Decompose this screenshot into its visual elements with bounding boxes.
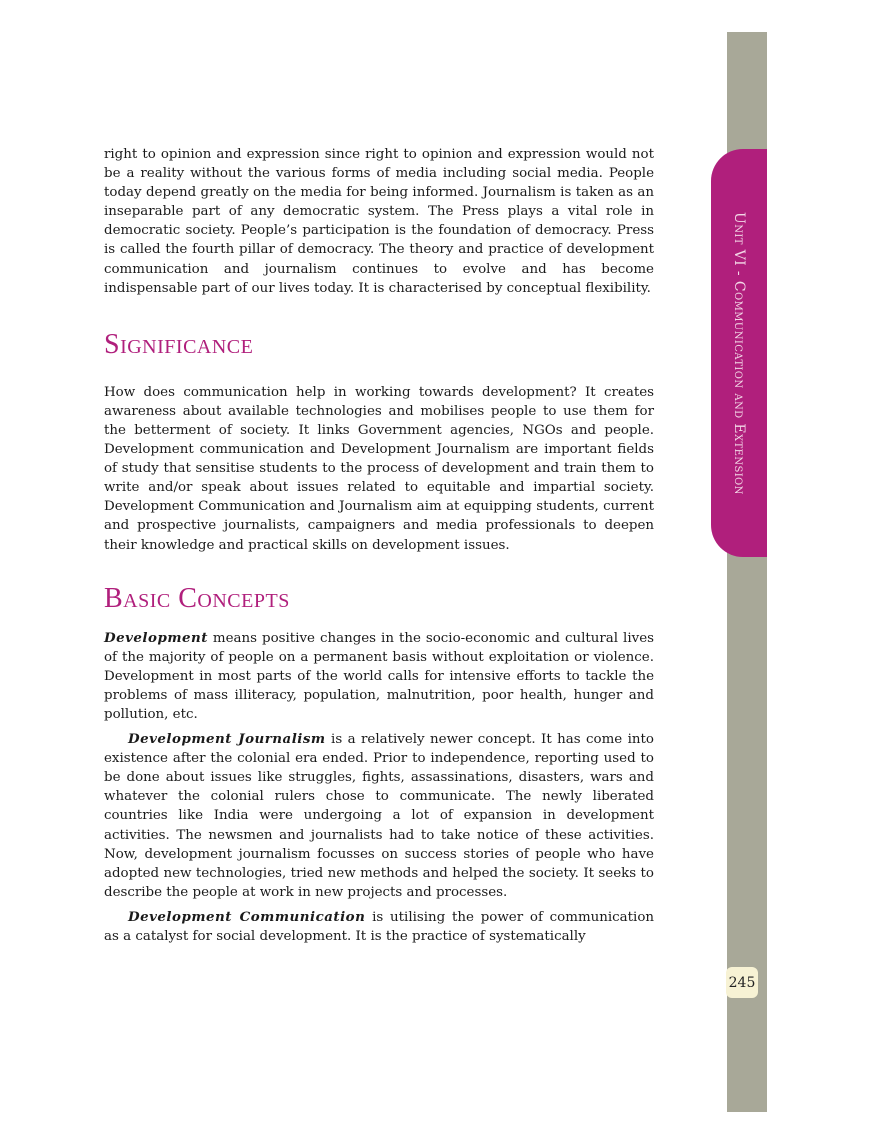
development-journalism-term: Development Journalism — [128, 731, 326, 748]
development-text: means positive changes in the socio-economic and cultural lives of the majority of people on a permanent basis without exploitation or violence. Development in most parts of the world calls for intensive efforts to tackle the problems of mass illiteracy, population, malnutrition, poor health, hunger and pollution, etc. — [104, 630, 654, 722]
significance-paragraph: How does communication help in working towards development? It creates awareness about available technologies and mobilises people to use them for the betterment of society. It links Government agencies, NGOs and people. Development communication and Development Journalism are important fields of study that sensitise students to the process of development and train them to write and/or speak about issues related to equitable and impartial society. Development Communication and Journalism aim at equipping students, current and prospective journalists, campaigners and media professionals to deepen their knowledge and practical skills on development issues. — [104, 384, 654, 553]
significance-heading: Significance — [104, 328, 254, 360]
page-number: 245 — [726, 967, 758, 998]
development-term: Development — [104, 629, 208, 646]
development-journalism-text: is a relatively newer concept. It has come into existence after the colonial era ended. Prior to independence, reporting used to be done about issues like struggles, fights, assassinations, disasters, wars and whatever the colonial rulers chose to communicate. The newly liberated countries like India were undergoing a lot of expansion in development activities. The newsmen and journalists had to take notice of these activities. Now, development journalism focusses on success stories of people who have adopted new technologies, tried new methods and helped the society. It seeks to describe the people at work in new projects and processes. — [104, 732, 654, 900]
development-paragraph — [104, 629, 654, 724]
development-communication-paragraph — [104, 908, 654, 946]
development-communication-text: is utilising the power of communication as a catalyst for social development. It is the practice of systematically — [104, 909, 654, 944]
basic-concepts-heading: Basic Concepts — [104, 582, 290, 614]
page-content — [104, 145, 654, 946]
development-journalism-paragraph — [104, 730, 654, 902]
unit-title: Unit VI - Communication and Extension — [731, 211, 747, 495]
development-communication-term: Development Communication — [128, 908, 366, 925]
intro-paragraph: right to opinion and expression since right to opinion and expression would not be a reality without the various forms of media including social media. People today depend greatly on the media for being informed. Journalism is taken as an inseparable part of any democratic system. The Press plays a vital role in democratic society. People’s participation is the foundation of democracy. Press is called the fourth pillar of democracy. The theory and practice of development communication and journalism continues to evolve and has become indispensable part of our lives today. It is characterised by conceptual flexibility. — [104, 147, 654, 296]
